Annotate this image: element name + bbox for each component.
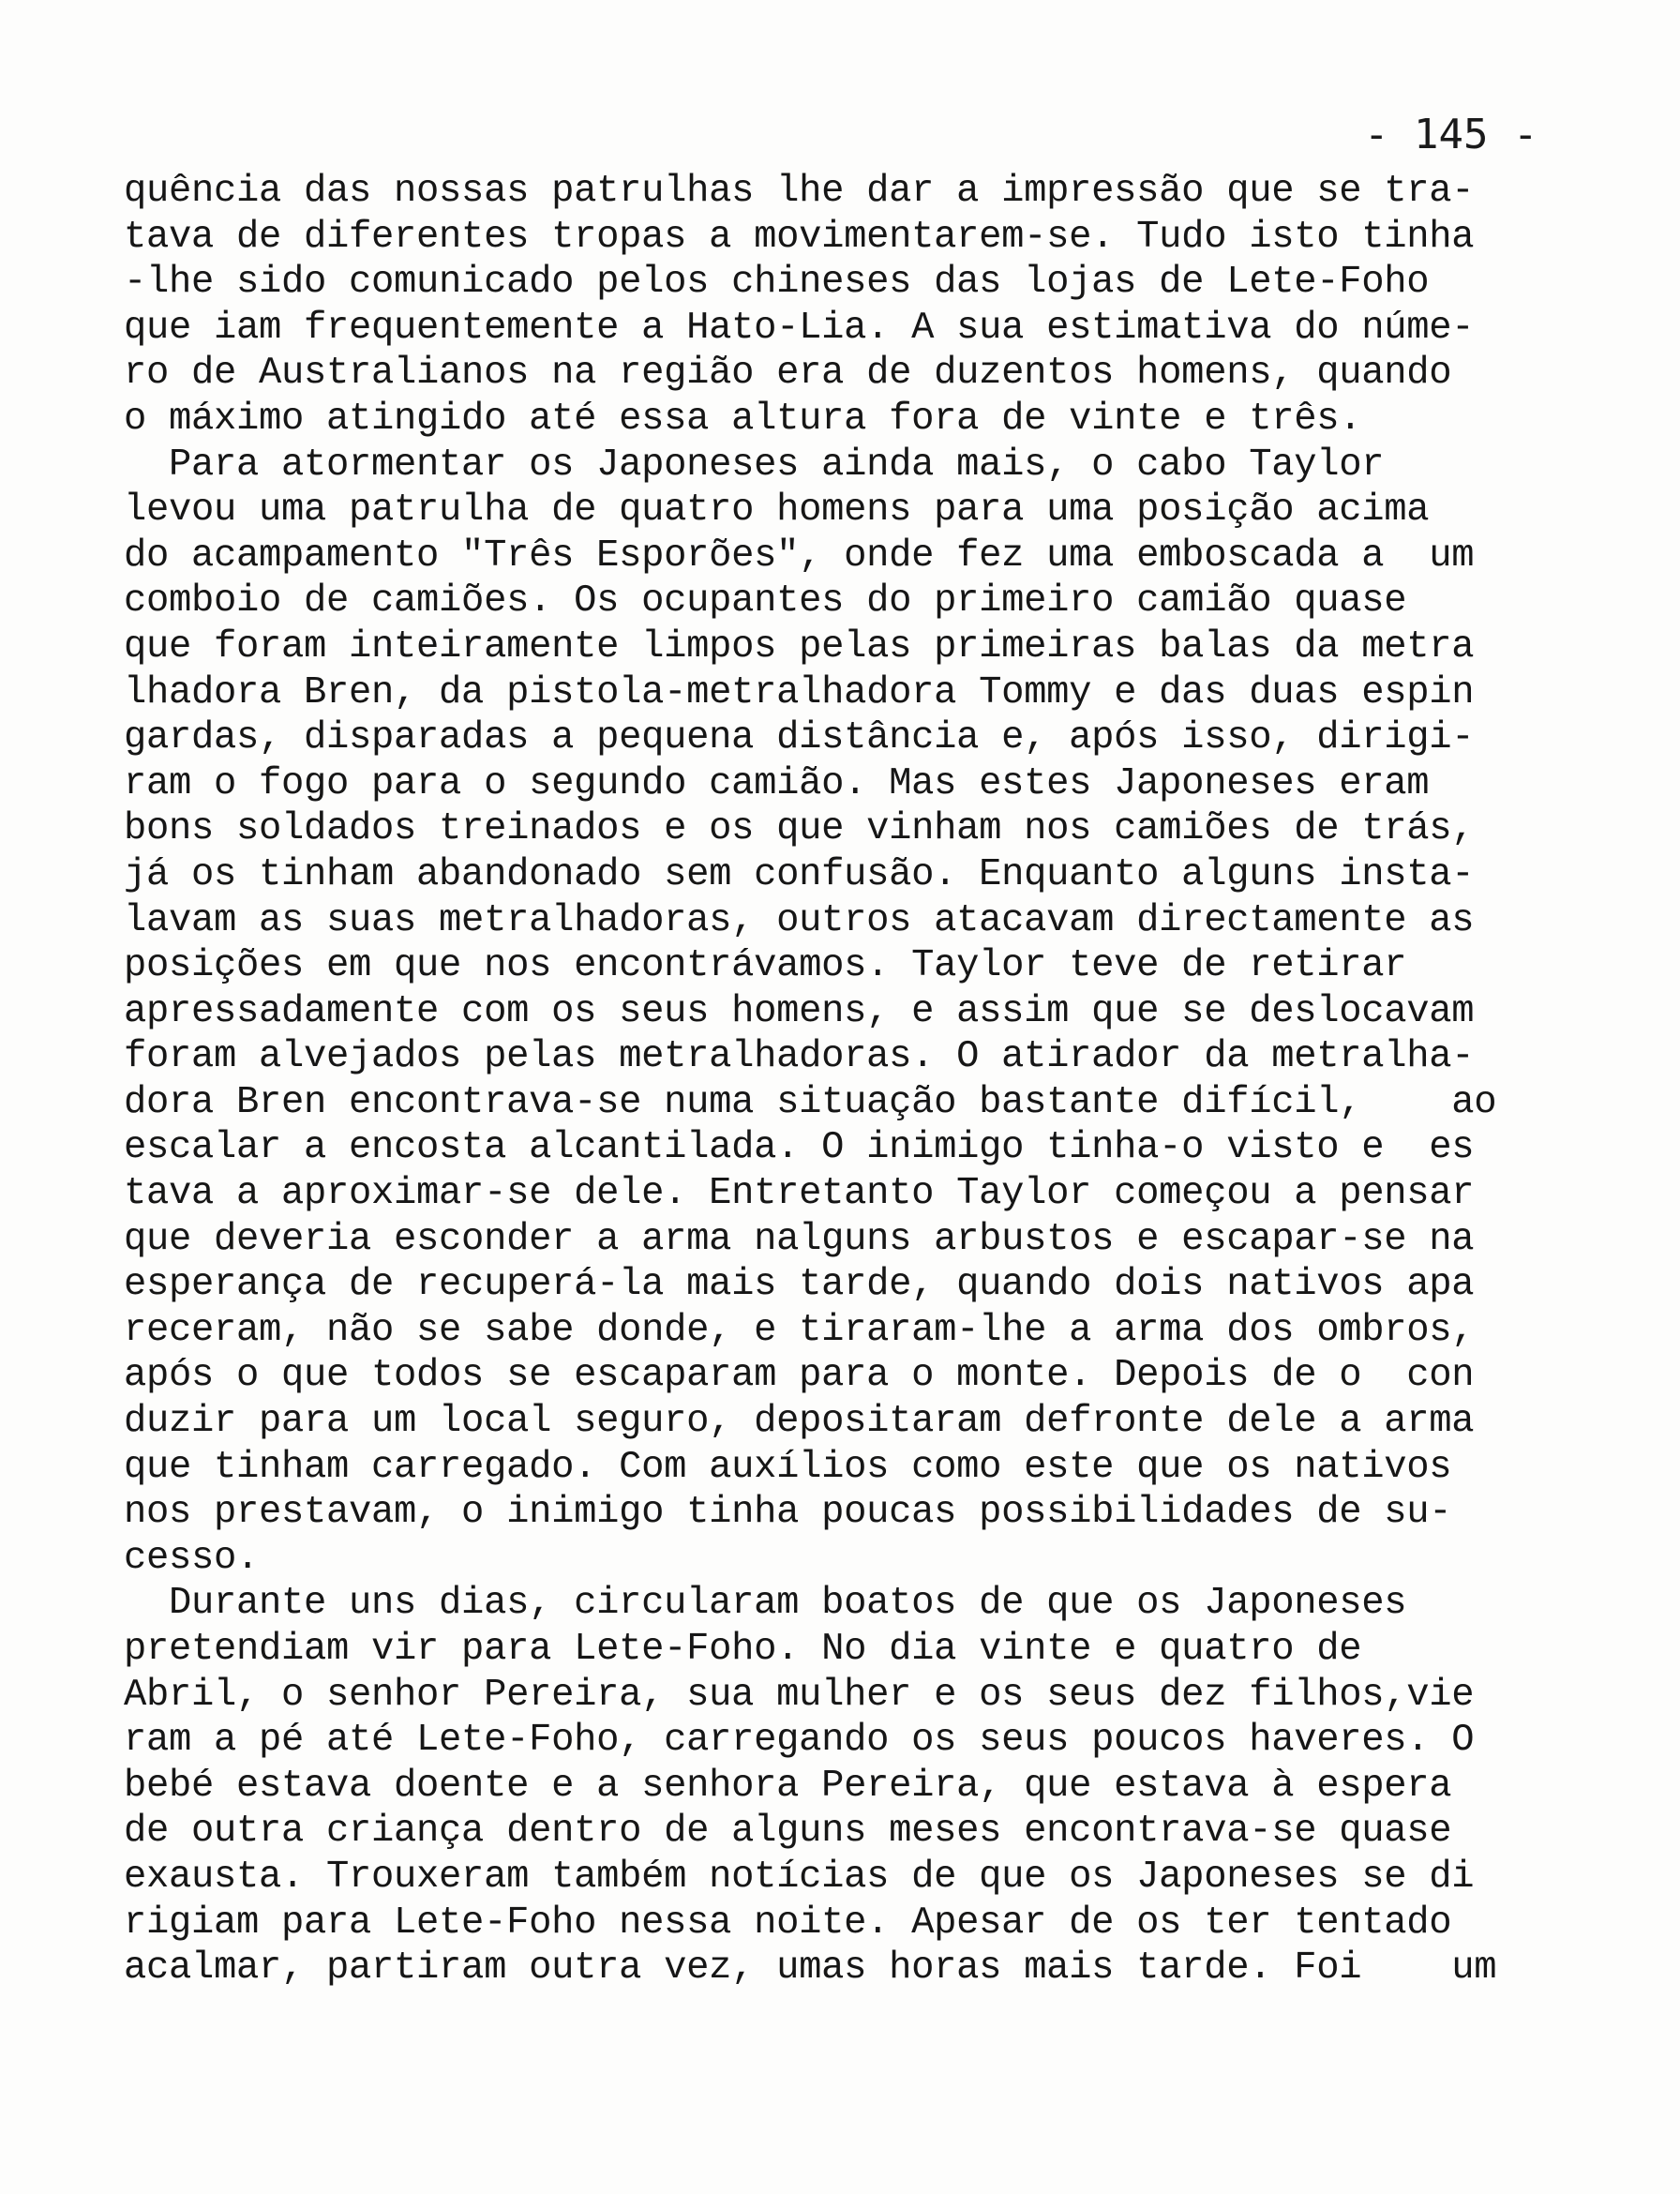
text-line: foram alvejados pelas metralhadoras. O atirador da metralha- — [124, 1035, 1475, 1079]
text-line: já os tinham abandonado sem confusão. Enquanto alguns insta- — [124, 852, 1475, 896]
text-line: pretendiam vir para Lete-Foho. No dia vinte e quatro de — [124, 1628, 1362, 1671]
text-line: Durante uns dias, circularam boatos de que os Japoneses — [124, 1582, 1407, 1626]
text-line: lavam as suas metralhadoras, outros atacavam directamente as — [124, 898, 1475, 942]
text-line: duzir para um local seguro, depositaram defronte dele a arma — [124, 1400, 1475, 1444]
text-line: do acampamento "Três Esporões", onde fez uma emboscada a um — [124, 533, 1475, 578]
text-line: após o que todos se escaparam para o monte. Depois de o con — [124, 1354, 1475, 1398]
text-line: tava a aproximar-se dele. Entretanto Taylor começou a pensar — [124, 1172, 1475, 1216]
text-line: Para atormentar os Japoneses ainda mais, o cabo Taylor — [124, 443, 1385, 487]
text-line: ro de Australianos na região era de duzentos homens, quando — [124, 352, 1452, 396]
text-line: nos prestavam, o inimigo tinha poucas possibilidades de su- — [124, 1491, 1452, 1535]
text-line: bebé estava doente e a senhora Pereira, que estava à espera — [124, 1764, 1452, 1808]
text-line: -lhe sido comunicado pelos chineses das lojas de Lete-Foho — [124, 261, 1430, 305]
text-line: dora Bren encontrava-se numa situação bastante difícil, ao — [124, 1080, 1497, 1124]
text-line: que tinham carregado. Com auxílios como este que os nativos — [124, 1445, 1452, 1489]
text-line: de outra criança dentro de alguns meses encontrava-se quase — [124, 1810, 1452, 1854]
text-line: ram a pé até Lete-Foho, carregando os seus poucos haveres. O — [124, 1719, 1475, 1763]
page-number: - 145 - — [1364, 111, 1538, 158]
text-line: receram, não se sabe donde, e tiraram-lhe a arma dos ombros, — [124, 1308, 1475, 1352]
text-line: que iam frequentemente a Hato-Lia. A sua estimativa do núme- — [124, 306, 1475, 350]
text-line: que deveria esconder a arma nalguns arbustos e escapar-se na — [124, 1217, 1475, 1261]
text-line: posições em que nos encontrávamos. Taylor teve de retirar — [124, 944, 1407, 988]
text-line: apressadamente com os seus homens, e assim que se deslocavam — [124, 989, 1475, 1033]
body-text — [124, 169, 1549, 1991]
text-line: exausta. Trouxeram também notícias de que os Japoneses se di — [124, 1855, 1475, 1899]
text-line: quência das nossas patrulhas lhe dar a impressão que se tra- — [124, 170, 1475, 213]
text-line: escalar a encosta alcantilada. O inimigo tinha-o visto e es — [124, 1126, 1475, 1170]
text-line: que foram inteiramente limpos pelas primeiras balas da metra — [124, 624, 1475, 669]
text-line: esperança de recuperá-la mais tarde, quando dois nativos apa — [124, 1263, 1475, 1307]
text-line: tava de diferentes tropas a movimentarem-se. Tudo isto tinha — [124, 215, 1475, 259]
text-line: comboio de camiões. Os ocupantes do primeiro camião quase — [124, 579, 1407, 624]
text-line: acalmar, partiram outra vez, umas horas mais tarde. Foi um — [124, 1946, 1497, 1991]
text-line: rigiam para Lete-Foho nessa noite. Apesar de os ter tentado — [124, 1901, 1452, 1945]
text-line: cesso. — [124, 1536, 260, 1580]
text-line: o máximo atingido até essa altura fora de vinte e três. — [124, 397, 1362, 441]
text-line: gardas, disparadas a pequena distância e, após isso, dirigi- — [124, 716, 1475, 760]
text-line: Abril, o senhor Pereira, sua mulher e os seus dez filhos,vie — [124, 1673, 1475, 1717]
text-line: levou uma patrulha de quatro homens para uma posição acima — [124, 488, 1430, 533]
text-line: ram o fogo para o segundo camião. Mas estes Japoneses eram — [124, 761, 1430, 805]
text-line: bons soldados treinados e os que vinham nos camiões de trás, — [124, 807, 1475, 851]
text-line: lhadora Bren, da pistola-metralhadora Tommy e das duas espin — [124, 670, 1475, 714]
